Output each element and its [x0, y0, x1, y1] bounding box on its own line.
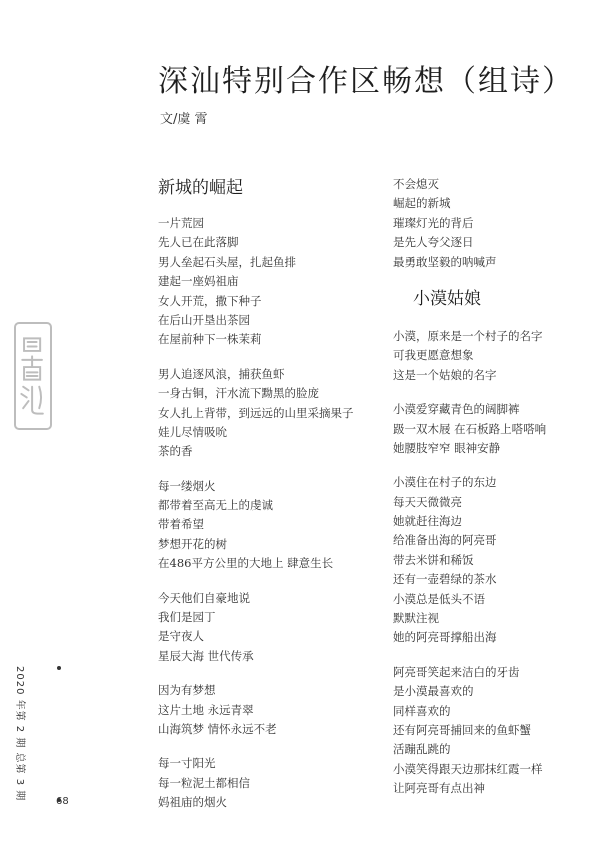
stanza [158, 754, 388, 812]
poem-line: 我们是园丁 [158, 610, 216, 625]
poem-line: 都带着至高无上的虔诚 [158, 498, 273, 513]
poem-line: 还有阿亮哥捕回来的鱼虾蟹 [393, 722, 531, 737]
poem-line: 带着希望 [158, 517, 204, 532]
poem-line: 女人开荒，撒下种子 [158, 293, 262, 308]
poem-line: 小漠笑得跟天边那抹红霞一样 [393, 761, 543, 776]
sidebar-dot-top [57, 666, 61, 670]
right-column [393, 175, 612, 814]
poem-line: 带去米饼和稀饭 [393, 552, 474, 567]
stanza [158, 365, 388, 462]
issue-sidebar [52, 666, 74, 806]
left-column [158, 176, 388, 828]
poem-line: 小漠，原来是一个村子的名字 [393, 328, 543, 343]
poem-line: 她的阿亮哥撑船出海 [393, 630, 497, 645]
poem-line: 小漠住在村子的东边 [393, 475, 497, 490]
poem-line: 默默注视 [393, 611, 439, 626]
poem-line: 让阿亮哥有点出神 [393, 781, 485, 796]
poem-line: 一身古铜，汗水流下黝黑的脸庞 [158, 386, 319, 401]
poem-line: 最勇敢坚毅的呐喊声 [393, 254, 497, 269]
stanza [393, 327, 612, 385]
stanza [393, 663, 612, 799]
poem-line: 在486平方公里的大地上 肆意生长 [158, 556, 334, 571]
total-issue-number: 总第 3 期 [14, 752, 25, 802]
poem-body-xincheng [158, 214, 388, 813]
issue-number: 2020 年第 2 期 [14, 666, 25, 749]
poem-line: 她腰肢窄窄 眼神安静 [393, 440, 501, 455]
poem-line: 每一缕烟火 [158, 478, 216, 493]
poem-line: 今天他们自豪地说 [158, 590, 250, 605]
poem-line: 建起一座妈祖庙 [158, 274, 239, 289]
poem-line: 男人垒起石头屋，扎起鱼排 [158, 254, 296, 269]
stanza [158, 589, 388, 667]
stanza [393, 400, 612, 458]
poem-title-xiaomo: 小漠姑娘 [413, 288, 481, 309]
poem-line: 是守夜人 [158, 629, 204, 644]
poem-line: 还有一壶碧绿的茶水 [393, 572, 497, 587]
poem-line: 小漠总是低头不语 [393, 591, 485, 606]
decorative-seal-icon [14, 322, 52, 430]
poem-line: 这片土地 永远青翠 [158, 702, 254, 717]
poem-line: 小漠爱穿藏青色的阔脚裤 [393, 402, 520, 417]
stanza [158, 477, 388, 574]
poem-line: 给准备出海的阿亮哥 [393, 533, 497, 548]
stanza [158, 681, 388, 739]
stanza [158, 214, 388, 350]
poem-line: 每天天微微亮 [393, 494, 462, 509]
poem-line: 不会熄灭 [393, 177, 439, 191]
poem-line: 她就赶往海边 [393, 514, 462, 529]
poem-line: 山海筑梦 情怀永远不老 [158, 721, 277, 736]
poem-body-xincheng-continued [393, 175, 612, 272]
poem-line: 崛起的新城 [393, 196, 451, 211]
poem-line: 可我更愿意想象 [393, 348, 474, 363]
poem-line: 因为有梦想 [158, 683, 216, 698]
poem-line: 先人已在此落脚 [158, 235, 239, 250]
author-byline: 文/虞 霄 [160, 112, 208, 127]
poem-line: 娃儿尽情吸吮 [158, 424, 227, 439]
poem-line: 璀璨灯光的背后 [393, 215, 474, 230]
poem-line: 女人扎上背带，到远远的山里采摘果子 [158, 405, 354, 420]
poem-line: 茶的香 [158, 444, 193, 459]
poem-line: 活蹦乱跳的 [393, 742, 451, 757]
poem-line: 男人追逐风浪，捕获鱼虾 [158, 366, 285, 381]
poem-line: 同样喜欢的 [393, 703, 451, 718]
poem-line: 在屋前种下一株茉莉 [158, 332, 262, 347]
poem-line: 阿亮哥笑起来洁白的牙齿 [393, 664, 520, 679]
poem-line: 在后山开垦出茶园 [158, 312, 250, 327]
page-title: 深汕特别合作区畅想（组诗） [158, 64, 574, 99]
poem-line: 妈祖庙的烟火 [158, 795, 227, 810]
page-number: 68 [56, 796, 69, 807]
poem-body-xiaomo [393, 327, 612, 799]
poem-line: 每一粒泥土都相信 [158, 775, 250, 790]
poem-line: 一片荒园 [158, 216, 204, 230]
issue-label [14, 666, 29, 801]
poem-line: 每一寸阳光 [158, 756, 216, 771]
poem-line: 是先人夸父逐日 [393, 235, 474, 250]
stanza [393, 473, 612, 648]
poem-line: 星辰大海 世代传承 [158, 648, 254, 663]
poem-line: 这是一个姑娘的名字 [393, 367, 497, 382]
poem-line: 是小漠最喜欢的 [393, 684, 474, 699]
poem-line: 趿一双木屐 在石板路上嗒嗒响 [393, 421, 547, 436]
poem-title-xincheng: 新城的崛起 [158, 178, 243, 198]
poem-line: 梦想开花的树 [158, 536, 227, 551]
